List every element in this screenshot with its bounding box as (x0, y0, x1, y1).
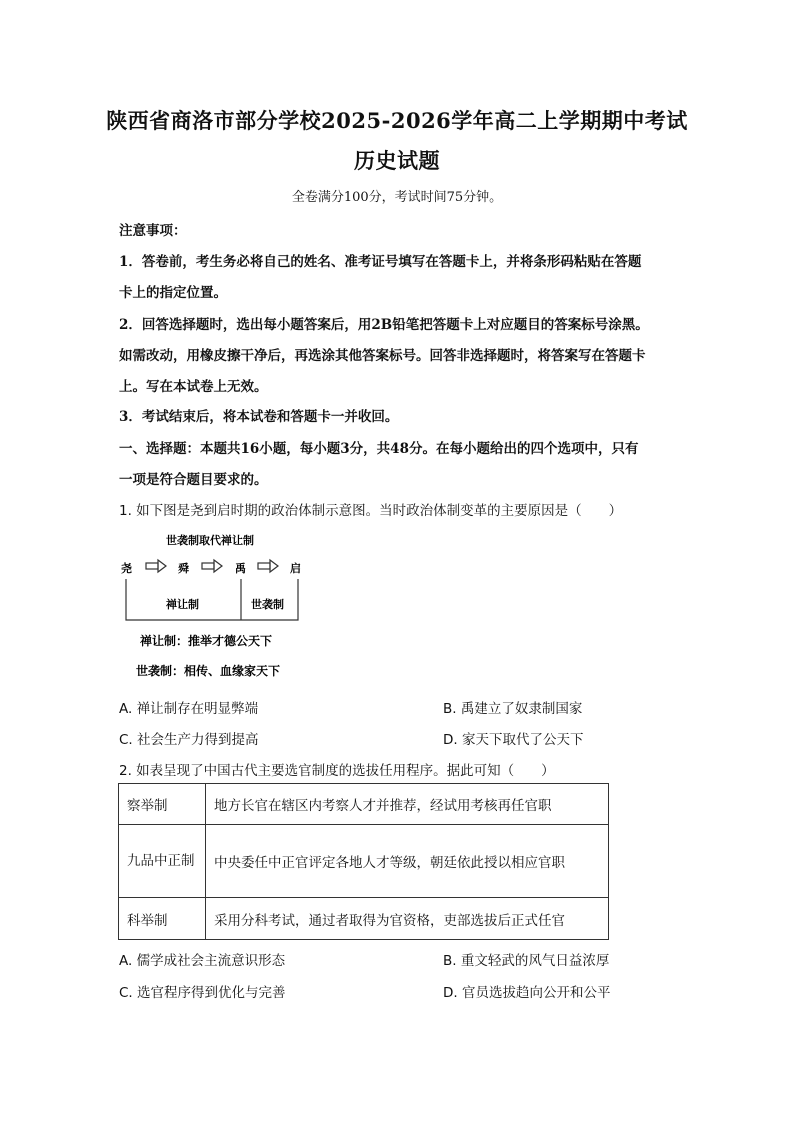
table-cell-desc: 中央委任中正官评定各地人才等级，朝廷依此授以相应官职 (206, 825, 609, 898)
arrow-icon (258, 560, 278, 572)
table-row (119, 898, 609, 940)
option-b: B. 重文轻武的风气日益浓厚 (443, 953, 610, 969)
table-cell-desc: 地方长官在辖区内考察人才并推荐，经试用考核再任官职 (206, 784, 609, 825)
notice-line: 3．考试结束后，将本试卷和答题卡一并收回。 (119, 409, 399, 425)
diagram-note: 世袭制：相传、血缘家天下 (136, 664, 281, 678)
arrow-icon (202, 560, 222, 572)
bracket-label-left: 禅让制 (166, 598, 199, 611)
ruler-label: 舜 (178, 562, 189, 575)
section-heading: 一、选择题：本题共16小题，每小题3分，共48分。在每小题给出的四个选项中，只有 (119, 441, 639, 457)
exam-info: 全卷满分100分，考试时间75分钟。 (291, 190, 503, 205)
table-cell-name: 九品中正制 (119, 825, 206, 898)
section-heading: 一项是符合题目要求的。 (119, 472, 268, 488)
option-c: C. 选官程序得到优化与完善 (119, 985, 286, 1001)
table-cell-name: 科举制 (119, 898, 206, 940)
notice-line: 1．答卷前，考生务必将自己的姓名、准考证号填写在答题卡上，并将条形码粘贴在答题 (119, 254, 642, 270)
ruler-label: 禹 (235, 562, 246, 575)
option-a: A. 禅让制存在明显弊端 (119, 701, 259, 717)
ruler-label: 尧 (121, 562, 132, 575)
table-row (119, 784, 609, 825)
option-a: A. 儒学成社会主流意识形态 (119, 953, 286, 969)
option-d: D. 官员选拔趋向公开和公平 (443, 985, 611, 1001)
arrow-icon (146, 560, 166, 572)
notice-line: 卡上的指定位置。 (119, 285, 227, 301)
option-c: C. 社会生产力得到提高 (119, 732, 259, 748)
table-cell-name: 察举制 (119, 784, 206, 825)
selection-system-table (118, 783, 609, 940)
option-b: B. 禹建立了奴隶制国家 (443, 701, 583, 717)
table-cell-desc: 采用分科考试，通过者取得为官资格，吏部选拔后正式任官 (206, 898, 609, 940)
bracket-label-right: 世袭制 (251, 598, 284, 611)
political-system-diagram (118, 528, 318, 688)
ruler-label: 启 (290, 562, 301, 575)
exam-title: 陕西省商洛市部分学校2025-2026学年高二上学期期中考试 (106, 108, 688, 133)
question-1-stem: 1. 如下图是尧到启时期的政治体制示意图。当时政治体制变革的主要原因是（ ） (119, 503, 623, 519)
option-d: D. 家天下取代了公天下 (443, 732, 584, 748)
notice-heading: 注意事项： (119, 223, 187, 239)
table-row (119, 825, 609, 898)
notice-line: 如需改动，用橡皮擦干净后，再选涂其他答案标号。回答非选择题时，将答案写在答题卡 (119, 348, 646, 364)
diagram-note: 禅让制：推举才德公天下 (140, 634, 273, 648)
notice-line: 2．回答选择题时，选出每小题答案后，用2B铅笔把答题卡上对应题目的答案标号涂黑。 (119, 317, 649, 333)
diagram-caption: 世袭制取代禅让制 (166, 534, 254, 547)
question-2-stem: 2. 如表呈现了中国古代主要选官制度的选拔任用程序。据此可知（ ） (119, 763, 555, 779)
subject-title: 历史试题 (354, 148, 440, 173)
notice-line: 上。写在本试卷上无效。 (119, 379, 268, 395)
